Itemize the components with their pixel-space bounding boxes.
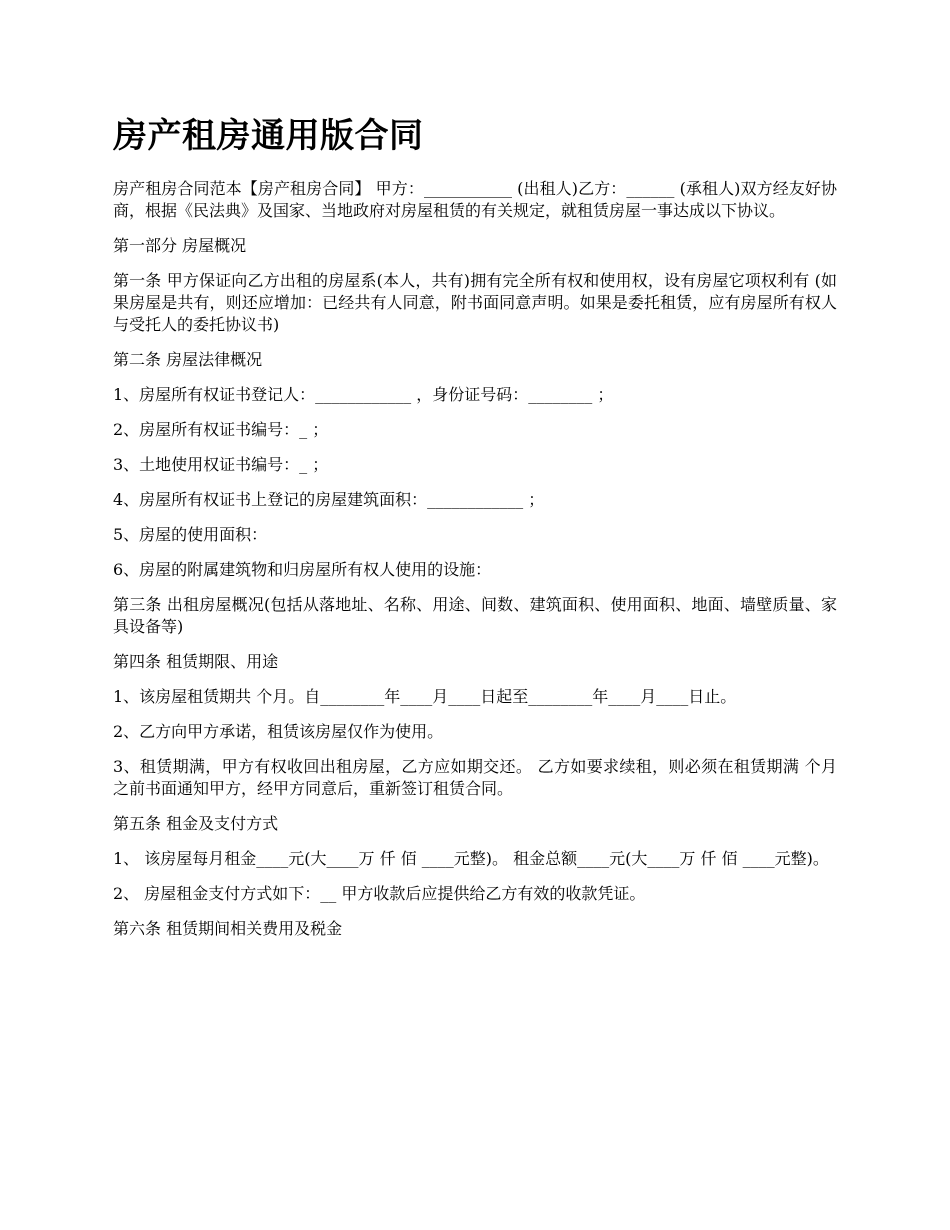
section-heading-part-one: 第一部分 房屋概况 — [113, 236, 247, 255]
clause-item: 1、 该房屋每月租金____元(大____万 仟 佰 ____元整)。 租金总额____元(大____万 仟 佰 ____元整)。 — [113, 849, 829, 868]
clause-item: 2、房屋所有权证书编号：_ ； — [113, 420, 329, 439]
clause-item: 4、房屋所有权证书上登记的房屋建筑面积：____________ ； — [113, 490, 545, 509]
clause-item: 1、房屋所有权证书登记人：____________ ，身份证号码：________ ； — [113, 385, 614, 404]
document-body — [113, 178, 837, 953]
clause-item: 2、 房屋租金支付方式如下：__ 甲方收款后应提供给乙方有效的收款凭证。 — [113, 884, 646, 903]
clause-item: 1、该房屋租赁期共 个月。自________年____月____日起至________年____月____日止。 — [113, 687, 737, 706]
clause-item: 6、房屋的附属建筑物和归房屋所有权人使用的设施： — [113, 560, 492, 579]
clause-item: 3、土地使用权证书编号：_ ； — [113, 455, 329, 474]
paragraph-intro: 房产租房合同范本【房产租房合同】 甲方：___________ (出租人)乙方：______ (承租人)双方经友好协商，根据《民法典》及国家、当地政府对房屋租赁的有关规定，就租赁房屋一事达成以下协议。 — [113, 179, 837, 220]
article-two-heading: 第二条 房屋法律概况 — [113, 350, 263, 369]
article-four-heading: 第四条 租赁期限、用途 — [113, 652, 279, 671]
clause-item: 3、租赁期满，甲方有权收回出租房屋，乙方应如期交还。 乙方如要求续租，则必须在租赁期满 个月之前书面通知甲方，经甲方同意后，重新签订租赁合同。 — [113, 757, 837, 798]
article-one: 第一条 甲方保证向乙方出租的房屋系(本人，共有)拥有完全所有权和使用权，设有房屋它项权利有 (如果房屋是共有，则还应增加：已经共有人同意，附书面同意声明。如果是委托租赁，应有房屋所有权人与受托人的委托协议书) — [113, 271, 837, 334]
article-three: 第三条 出租房屋概况(包括从落地址、名称、用途、间数、建筑面积、使用面积、地面、墙壁质量、家具设备等) — [113, 595, 837, 636]
document-title: 房产租房通用版合同 — [113, 116, 424, 156]
clause-item: 5、房屋的使用面积： — [113, 525, 268, 544]
article-five-heading: 第五条 租金及支付方式 — [113, 814, 279, 833]
article-six-heading: 第六条 租赁期间相关费用及税金 — [113, 919, 343, 938]
clause-item: 2、乙方向甲方承诺，租赁该房屋仅作为使用。 — [113, 722, 444, 741]
